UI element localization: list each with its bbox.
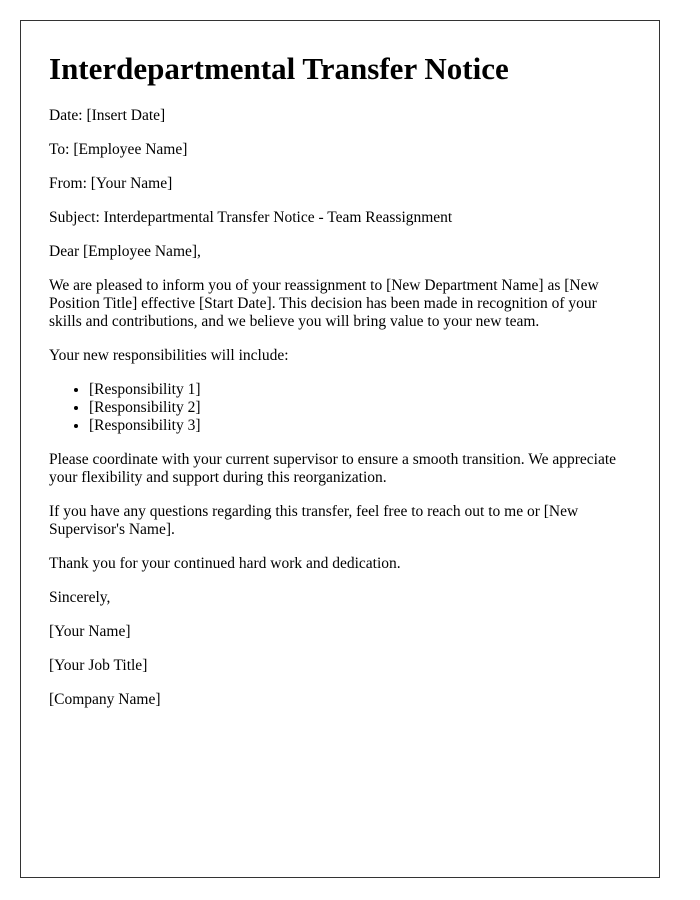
date-line: Date: [Insert Date]	[49, 107, 166, 124]
body-paragraph-1: We are pleased to inform you of your reassignment to [New Department Name] as [New Position Title] effective [Start Date]. This decision has been made in recognition of your skills and contributions, and we believe you will bring value to your new team.	[49, 277, 599, 330]
responsibilities-list	[49, 381, 631, 435]
subject-line: Subject: Interdepartmental Transfer Notice - Team Reassignment	[49, 209, 453, 226]
body-paragraph-3: If you have any questions regarding this transfer, feel free to reach out to me or [New Supervisor's Name].	[49, 503, 579, 538]
letter-title: Interdepartmental Transfer Notice	[49, 51, 509, 86]
letter-page	[20, 20, 660, 878]
responsibility-item: • [Responsibility 1]	[89, 381, 631, 399]
closing: Sincerely,	[49, 589, 111, 606]
signature-title: [Your Job Title]	[49, 657, 148, 674]
to-line: To: [Employee Name]	[49, 141, 188, 158]
responsibilities-intro: Your new responsibilities will include:	[49, 347, 289, 364]
from-line: From: [Your Name]	[49, 175, 173, 192]
responsibility-item: • [Responsibility 2]	[89, 399, 631, 417]
signature-name: [Your Name]	[49, 623, 131, 640]
body-paragraph-2: Please coordinate with your current supervisor to ensure a smooth transition. We appreciate your flexibility and support during this reorganization.	[49, 451, 617, 486]
letter-content	[49, 51, 631, 725]
signature-company: [Company Name]	[49, 691, 161, 708]
responsibility-item: • [Responsibility 3]	[89, 417, 631, 435]
body-paragraph-4: Thank you for your continued hard work and dedication.	[49, 555, 401, 572]
salutation: Dear [Employee Name],	[49, 243, 201, 260]
